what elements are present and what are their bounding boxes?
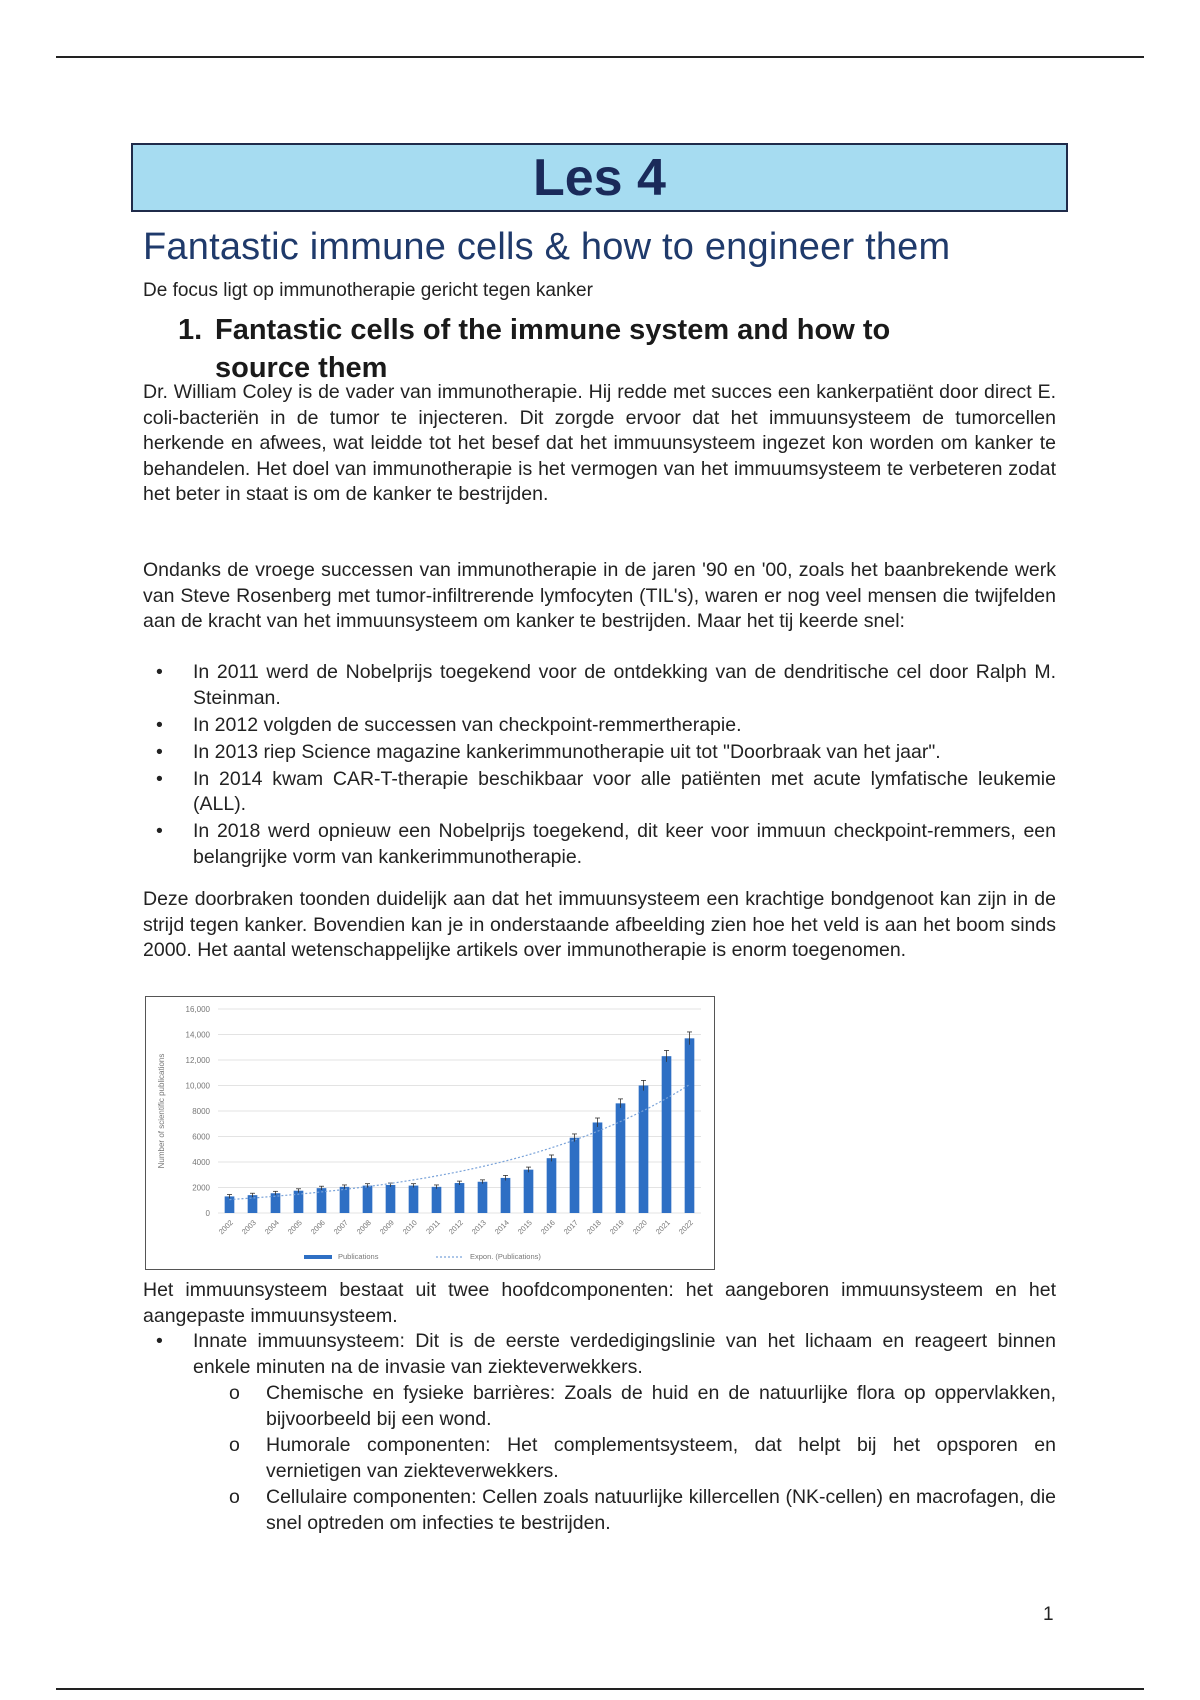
x-tick-label: 2017 [561, 1218, 580, 1237]
list-item: o Cellulaire componenten: Cellen zoals natuurlijke killercellen (NK-cellen) en macrofagen, die snel optreden om infecties te bestrijden. [229, 1486, 1056, 1534]
legend-label-trend: Expon. (Publications) [470, 1252, 541, 1261]
intro-text: De focus ligt op immunotherapie gericht tegen kanker [143, 280, 593, 301]
x-tick-label: 2010 [400, 1218, 419, 1237]
sub-bullet-glyph: o [229, 1486, 240, 1508]
section-heading [178, 311, 998, 387]
bar [639, 1086, 649, 1214]
x-tick-label: 2019 [607, 1218, 626, 1237]
y-tick-label: 2000 [192, 1183, 210, 1193]
x-tick-label: 2014 [492, 1218, 511, 1237]
x-tick-label: 2016 [538, 1218, 557, 1237]
x-tick-label: 2011 [424, 1218, 442, 1236]
bullet-glyph: • [156, 740, 163, 763]
publications-chart-svg [146, 997, 716, 1271]
list-item: • In 2018 werd opnieuw een Nobelprijs toegekend, dit keer voor immuun checkpoint-remmers, een belangrijke vorm van kankerimmunotherapie. [156, 820, 1056, 868]
publications-chart [145, 996, 715, 1270]
bar [547, 1158, 557, 1213]
bar [386, 1185, 396, 1213]
bar [363, 1186, 373, 1213]
bar [593, 1122, 603, 1213]
bar [570, 1138, 580, 1213]
bar [340, 1187, 350, 1213]
y-tick-label: 12,000 [185, 1056, 210, 1065]
section-title: Fantastic cells of the immune system and how to source them [215, 314, 891, 384]
legend-label-publications: Publications [338, 1252, 379, 1261]
immune-components-list [143, 1329, 1056, 1382]
bar [248, 1195, 258, 1213]
header-rule [56, 56, 1144, 58]
innate-sub-list [143, 1381, 1056, 1537]
x-tick-label: 2006 [308, 1218, 327, 1237]
x-tick-label: 2022 [676, 1218, 695, 1237]
page-number: 1 [1043, 1604, 1054, 1625]
lesson-title: Les 4 [533, 148, 666, 207]
section-number: 1. [178, 314, 203, 346]
list-item: • In 2011 werd de Nobelprijs toegekend voor de ontdekking van de dendritische cel door Ralph M. Steinman. [156, 661, 1056, 709]
bullet-glyph: • [156, 1330, 163, 1352]
x-tick-label: 2018 [584, 1218, 603, 1237]
sub-bullet-glyph: o [229, 1434, 240, 1456]
x-tick-label: 2015 [515, 1218, 534, 1237]
list-item: o Humorale componenten: Het complementsysteem, dat helpt bij het opsporen en vernietigen van ziekteverwekkers. [229, 1434, 1056, 1482]
x-tick-label: 2007 [331, 1218, 350, 1237]
bar [524, 1170, 534, 1213]
bar [455, 1183, 465, 1213]
document-subtitle: Fantastic immune cells & how to engineer them [143, 226, 951, 268]
y-tick-label: 6000 [192, 1132, 210, 1142]
x-tick-label: 2003 [239, 1218, 258, 1237]
bullet-glyph: • [156, 820, 163, 842]
list-item: • In 2013 riep Science magazine kankerimmunotherapie uit tot "Doorbraak van het jaar". [143, 740, 1056, 766]
list-item: • Innate immuunsysteem: Dit is de eerste verdedigingslinie van het lichaam en reageert binnen enkele minuten na de invasie van ziekteverwekkers. [156, 1330, 1056, 1378]
paragraph-coley: Dr. William Coley is de vader van immunotherapie. Hij redde met succes een kankerpatiënt door direct E. coli-bacteriën in de tumor te injecteren. Dit zorgde ervoor dat het immuunsysteem de tumorcellen herkende en afwees, wat leidde tot het besef dat het immuunsysteem ingezet kon worden om kanker te behandelen. Het doel van immunotherapie is het vermogen van het immuumsysteem te verbeteren zodat het beter in staat is om de kanker te bestrijden. [143, 381, 1056, 505]
x-tick-label: 2009 [377, 1218, 396, 1237]
y-tick-label: 16,000 [185, 1005, 210, 1014]
y-tick-label: 0 [205, 1209, 210, 1218]
paragraph-breakthroughs: Deze doorbraken toonden duidelijk aan dat het immuunsysteem een krachtige bondgenoot kan zijn in de strijd tegen kanker. Bovendien kan je in onderstaande afbeelding zien hoe het veld is aan het boom sinds 2000. Het aantal wetenschappelijke artikels over immunotherapie is enorm toegenomen. [143, 888, 1056, 961]
y-axis-label: Number of scientific publications [157, 1053, 166, 1169]
bar [225, 1196, 235, 1213]
x-tick-label: 2013 [469, 1218, 488, 1237]
lesson-title-box [131, 143, 1068, 212]
x-tick-label: 2020 [630, 1218, 649, 1237]
bullet-glyph: • [156, 713, 163, 736]
y-tick-label: 4000 [192, 1158, 210, 1167]
x-tick-label: 2005 [285, 1218, 304, 1237]
bar [662, 1056, 672, 1213]
y-tick-label: 14,000 [185, 1030, 210, 1040]
paragraph-immune-components: Het immuunsysteem bestaat uit twee hoofdcomponenten: het aangeboren immuunsysteem en het aangepaste immuunsysteem. [143, 1279, 1056, 1327]
list-item: o Chemische en fysieke barrières: Zoals de huid en de natuurlijke flora op oppervlakken, bijvoorbeeld bij een wond. [229, 1382, 1056, 1430]
y-tick-label: 10,000 [185, 1081, 210, 1091]
milestones-list [143, 660, 1056, 872]
y-tick-label: 8000 [192, 1107, 210, 1116]
footer-rule [56, 1688, 1144, 1690]
x-tick-label: 2002 [216, 1218, 235, 1237]
bar [432, 1187, 442, 1213]
list-item: • In 2012 volgden de successen van checkpoint-remmertherapie. [143, 713, 1056, 739]
bar [501, 1178, 511, 1213]
bullet-glyph: • [156, 767, 163, 790]
bar [685, 1038, 695, 1213]
bar [409, 1186, 419, 1213]
x-tick-label: 2021 [653, 1218, 672, 1237]
legend-swatch-publications [304, 1255, 332, 1259]
list-item: • In 2014 kwam CAR-T-therapie beschikbaar voor alle patiënten met acute lymfatische leukemie (ALL). [156, 767, 1056, 815]
x-tick-label: 2008 [354, 1218, 373, 1237]
paragraph-early-successes: Ondanks de vroege successen van immunotherapie in de jaren '90 en '00, zoals het baanbrekende werk van Steve Rosenberg met tumor-infiltrerende lymfocyten (TIL's), waren er nog veel mensen die twijfelden aan de kracht van het immuunsysteem om kanker te bestrijden. Maar het tij keerde snel: [143, 559, 1056, 632]
bullet-glyph: • [156, 661, 163, 683]
bar [478, 1182, 488, 1213]
sub-bullet-glyph: o [229, 1382, 240, 1404]
x-tick-label: 2012 [446, 1218, 465, 1237]
x-tick-label: 2004 [262, 1218, 281, 1237]
